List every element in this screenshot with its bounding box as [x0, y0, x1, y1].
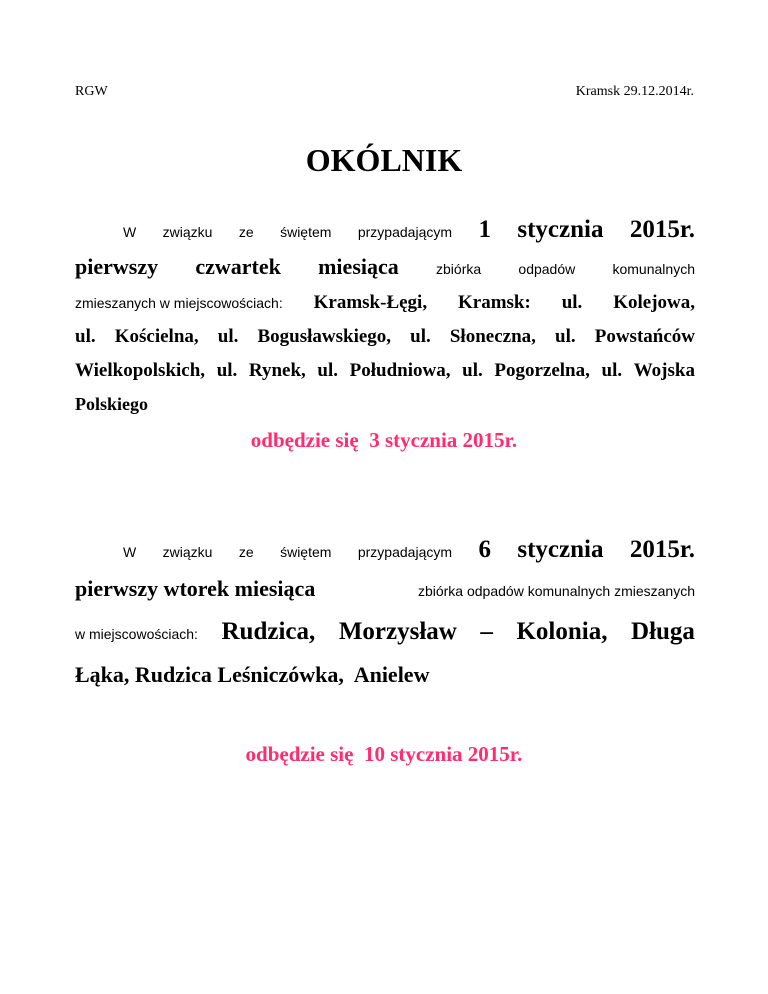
word: Kolejowa,: [613, 292, 695, 313]
section1-line2: [75, 254, 695, 292]
word: –: [480, 618, 493, 645]
word: Kolonia,: [516, 618, 608, 645]
section2-line1: [75, 536, 695, 568]
word: Morzysław: [338, 618, 457, 645]
word: ze: [238, 544, 254, 560]
word: 6: [478, 536, 491, 563]
word: związku: [162, 544, 213, 560]
word: Południowa,: [349, 360, 451, 381]
word: odpadów: [518, 261, 576, 277]
section1-line5: [75, 360, 695, 394]
section1-line4: [75, 326, 695, 360]
word: Kramsk-Łęgi,: [313, 292, 428, 313]
word: przypadającym: [357, 544, 453, 560]
word: miesiąca: [318, 254, 399, 279]
word: 1: [478, 216, 491, 243]
word: ul.: [601, 360, 623, 381]
word: pierwszy: [75, 254, 159, 279]
word: 2015r.: [629, 536, 695, 563]
word: zbiórka: [436, 261, 482, 277]
word: Polskiego: [75, 394, 149, 414]
word: Kościelna,: [114, 326, 199, 347]
text: zmieszanych w miejscowościach:: [75, 295, 283, 311]
section1-line1: [75, 216, 695, 248]
word: stycznia: [517, 216, 604, 243]
collection-date-notice-1: [0, 428, 768, 453]
word: Słoneczna,: [449, 326, 536, 347]
text: Łąka, Rudzica Leśniczówka, Anielew: [75, 662, 430, 687]
section2-line3: [75, 618, 695, 658]
word: ul.: [410, 326, 431, 347]
word: Rynek,: [248, 360, 306, 381]
word: ul.: [561, 292, 583, 313]
text: w miejscowościach:: [75, 626, 198, 642]
word: ul.: [462, 360, 483, 381]
word: ul.: [555, 326, 576, 347]
word: ul.: [217, 326, 239, 347]
collection-date-notice-2: [0, 742, 768, 767]
word: ul.: [317, 360, 339, 381]
word: W: [123, 224, 137, 240]
word: Wojska: [633, 360, 695, 381]
notice-text: odbędzie się 10 stycznia 2015r.: [245, 742, 523, 766]
word: Długa: [631, 618, 695, 645]
word: ze: [238, 224, 254, 240]
text: pierwszy wtorek miesiąca: [75, 576, 316, 601]
word: świętem: [280, 224, 332, 240]
word: ul.: [75, 326, 96, 347]
section1-line3: [75, 292, 695, 326]
word: świętem: [280, 544, 332, 560]
word: związku: [162, 224, 213, 240]
word: Rudzica,: [221, 618, 316, 645]
word: czwartek: [195, 254, 281, 279]
word: Powstańców: [594, 326, 695, 347]
section2-line2: [75, 576, 695, 614]
section2-paragraph: [75, 536, 695, 702]
word: Kramsk:: [457, 292, 531, 313]
organization-label: RGW: [75, 84, 108, 99]
section1-paragraph: [75, 216, 695, 428]
word: Pogorzelna,: [494, 360, 590, 381]
section2-line4: [75, 662, 695, 702]
word: komunalnych: [612, 261, 695, 277]
section1-line6: [75, 394, 695, 428]
word: W: [123, 544, 137, 560]
notice-text: odbędzie się 3 stycznia 2015r.: [250, 428, 518, 452]
word: 2015r.: [629, 216, 695, 243]
word: stycznia: [517, 536, 604, 563]
word: Bogusławskiego,: [257, 326, 392, 347]
text: zbiórka odpadów komunalnych zmieszanych: [417, 583, 695, 599]
word: ul.: [216, 360, 238, 381]
document-title: OKÓLNIK: [305, 142, 463, 178]
word: przypadającym: [357, 224, 453, 240]
place-date: Kramsk 29.12.2014r.: [575, 84, 694, 99]
word: Wielkopolskich,: [75, 360, 206, 381]
